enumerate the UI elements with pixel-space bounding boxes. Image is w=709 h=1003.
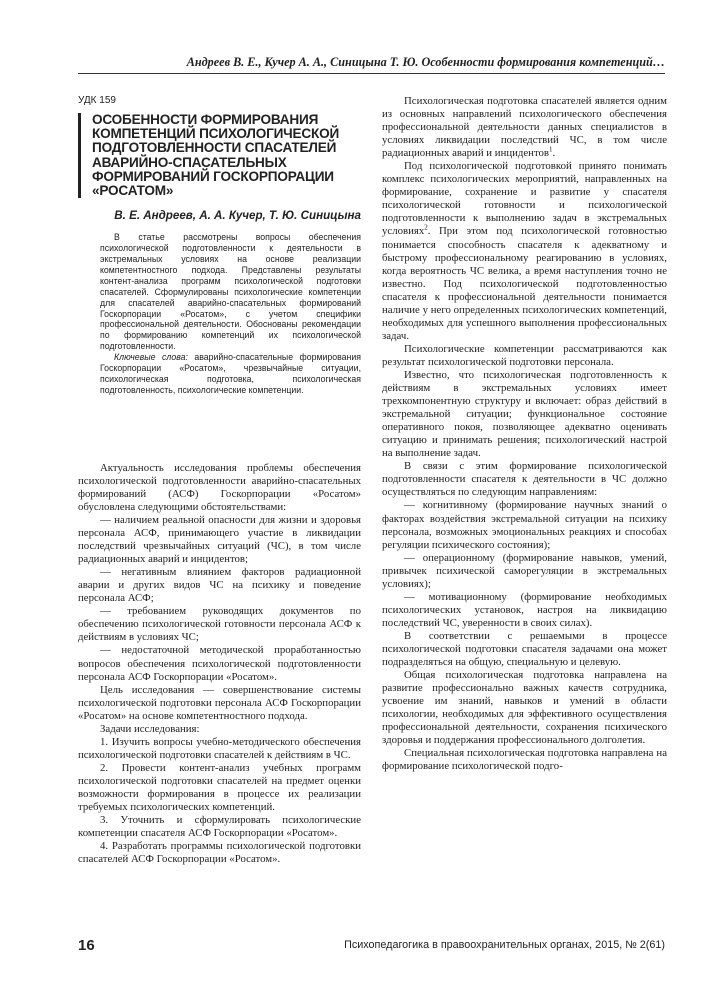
- abstract: В статье рассмотрены вопросы обеспечения психологической подготовленности к деятельности в экстремальных условиях на основе реализации компетентностного подхода. Представлены результаты контент-анализа программ психологической подготовки спасателей. Сформулированы психологические компетенции для спасателей аварийно-спасательных формирований Госкорпорации «Росатом», с учетом специфики профессиональной деятельности. Обоснованы рекомендации по формированию компетенций их психологической подготовленности.: [100, 232, 361, 352]
- title-line: КОМПЕТЕНЦИЙ ПСИХОЛОГИЧЕСКОЙ: [92, 126, 340, 142]
- right-column: [382, 95, 667, 773]
- paragraph: — негативным влиянием факторов радиационной аварии и других видов ЧС на психику и поведение персонала АСФ;: [78, 566, 361, 605]
- paragraph: 3. Уточнить и сформулировать психологические компетенции спасателя АСФ Госкорпорации «Росатом».: [78, 814, 361, 840]
- keywords: [100, 352, 361, 396]
- paragraph: В связи с этим формирование психологической подготовленности спасателя к деятельности в ЧС должно осуществляться по следующим направлениям:: [382, 460, 667, 499]
- udk-code: УДК 159: [78, 95, 116, 106]
- paragraph: — требованием руководящих документов по обеспечению психологической готовности персонала АСФ к действиям в условиях ЧС;: [78, 605, 361, 644]
- paragraph-text: Под психологической подготовкой принято понимать комплекс психологических мероприятий, направленных на формирование, сохранение и развитие у спасателя психологической готовности и психологической подготовленности к выполнению задач в экстремальных условиях: [382, 160, 667, 238]
- title-line: ФОРМИРОВАНИЙ ГОСКОРПОРАЦИИ: [92, 168, 334, 184]
- paragraph: 1. Изучить вопросы учебно-методического обеспечения психологической подготовки спасателей к действиям в ЧС.: [78, 735, 361, 761]
- paragraph: — мотивационному (формирование необходимых психологических установок, настроя на ликвидацию последствий ЧС, уверенности в своих силах).: [382, 590, 667, 629]
- header-divider: [78, 73, 665, 74]
- paragraph: [382, 160, 667, 343]
- paragraph: Психологические компетенции рассматриваются как результат психологической подготовки персонала.: [382, 342, 667, 368]
- paragraph: Цель исследования — совершенствование системы психологической подготовки персонала АСФ Госкорпорации «Росатом» на основе компетентностного подхода.: [78, 683, 361, 722]
- journal-citation: Психопедагогика в правоохранительных органах, 2015, № 2(61): [344, 939, 665, 951]
- keywords-text: аварийно-спасательные формирования Госкорпорации «Росатом», чрезвычайные ситуации, психологическая подготовка, психологическая подготовленность, психологические компетенции.: [100, 352, 362, 395]
- keywords-label: Ключевые слова:: [114, 352, 188, 363]
- left-column: [78, 95, 361, 866]
- left-body: [78, 462, 361, 866]
- paragraph: В соответствии с решаемыми в процессе психологической подготовки спасателя задачами она может подразделяться на общую, специальную и целевую.: [382, 629, 667, 669]
- title-line: АВАРИЙНО-СПАСАТЕЛЬНЫХ: [92, 154, 287, 170]
- article-title: [78, 113, 361, 198]
- paragraph: 2. Провести контент-анализ учебных программ психологической подготовки спасателей на предмет оценки возможности формирования в процессе их реализации требуемых психологических компетенций.: [78, 761, 361, 814]
- paragraph: — наличием реальной опасности для жизни и здоровья персонала АСФ, принимающего участие в ликвидации последствий чрезвычайных ситуаций (ЧС), в том числе радиационных аварий и инцидентов;: [78, 514, 361, 566]
- footnote-ref[interactable]: 1: [549, 145, 553, 154]
- paragraph: — недостаточной методической проработанностью вопросов обеспечения психологической подготовленности персонала АСФ Госкорпорации «Росатом».: [78, 644, 361, 683]
- paragraph: Специальная психологическая подготовка направлена на формирование психологической подго-: [382, 747, 667, 773]
- footnote-ref[interactable]: 2: [424, 223, 428, 232]
- paragraph: Актуальность исследования проблемы обеспечения психологической подготовленности аварийно-спасательных формирований (АСФ) Госкорпорации «Росатом» обусловлена следующими обстоятельствами:: [78, 461, 361, 513]
- paragraph: — операционному (формирование навыков, умений, привычек психической саморегуляции в экстремальных условиях);: [382, 551, 667, 590]
- running-head: Андреев В. Е., Кучер А. А., Синицына Т. Ю. Особенности формирования компетенций…: [186, 55, 665, 69]
- paragraph-text: . При этом под психологической готовностью понимается способность спасателя к адекватному и быстрому профессиональному реагированию в условиях, когда вероятность ЧС велика, а время наступления точно не известно. Под психологической подготовленностью спасателя к профессиональной деятельности понимается наличие у него определенных психологических компетенций, необходимых для успешного выполнения профессиональных задач.: [382, 225, 667, 342]
- paragraph: — когнитивному (формирование научных знаний о факторах воздействия экстремальной ситуации на психику персонала, возможных эмоциональных реакциях и способах регуляции психического состояния);: [382, 499, 667, 551]
- title-line: ПОДГОТОВЛЕННОСТИ СПАСАТЕЛЕЙ: [92, 140, 337, 156]
- paragraph: Психологическая подготовка спасателей является одним из основных направлений психологического обеспечения профессиональной деятельности данных специалистов в условиях ликвидации последствий ЧС, в том числе радиационных аварий и инцидентов$^1$.: [382, 95, 667, 160]
- page-number: 16: [78, 937, 95, 954]
- paragraph-text: Психологическая подготовка спасателей является одним из основных направлений психологического обеспечения профессиональной деятельности данных специалистов в условиях ликвидации последствий ЧС, в том числе радиационных аварий и инцидентов: [382, 95, 667, 160]
- paragraph: 4. Разработать программы психологической подготовки спасателей АСФ Госкорпорации «Росатом».: [78, 840, 361, 866]
- paragraph: Известно, что психологическая подготовленность к действиям в экстремальных условиях имеет трехкомпонентную структуру и включает: образ действий в экстремальной ситуации; функциональное состояние оперативного покоя, позволяющее адекватно оценивать ситуацию и принимать решения; психологический настрой на выполнение задач.: [382, 368, 667, 460]
- title-line: ОСОБЕННОСТИ ФОРМИРОВАНИЯ: [92, 112, 319, 127]
- authors: В. Е. Андреев, А. А. Кучер, Т. Ю. Синицына: [114, 209, 361, 223]
- title-line: «РОСАТОМ»: [92, 183, 174, 199]
- paragraph: Задачи исследования:: [100, 722, 200, 735]
- paragraph: Общая психологическая подготовка направлена на развитие профессионально важных качеств сотрудника, усвоение им знаний, навыков и умений в области психологии, необходимых для эффективного осуществления профессиональной деятельности, сохранения психического здоровья и поддержания профессионального долголетия.: [382, 669, 667, 747]
